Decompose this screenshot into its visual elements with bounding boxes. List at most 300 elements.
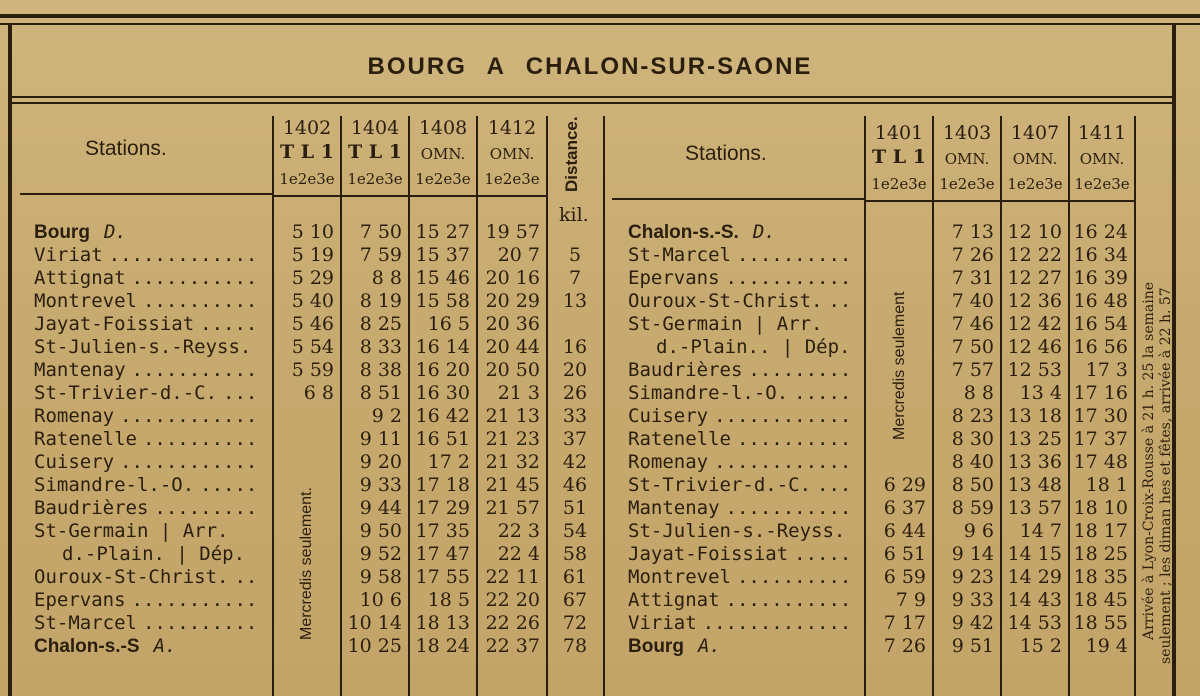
departure-time: 15 46 — [415, 267, 470, 289]
departure-time: 22 3 — [497, 520, 540, 542]
distance-km: 37 — [562, 428, 588, 450]
departure-time: 7 40 — [951, 290, 994, 312]
station-name — [34, 384, 257, 403]
right-wednesday-note: Mercredis seulement — [891, 291, 908, 440]
station-name — [656, 338, 850, 357]
departure-time: 16 34 — [1073, 244, 1128, 266]
departure-time: 16 48 — [1073, 290, 1128, 312]
station-name — [628, 637, 721, 656]
station-name — [628, 315, 822, 334]
station-suffix: A. — [697, 635, 721, 657]
departure-time: 18 17 — [1073, 520, 1128, 542]
station-name — [34, 292, 257, 311]
station-name — [628, 269, 851, 288]
station-label: St-Marcel — [628, 244, 731, 266]
station-label: Romenay — [34, 405, 115, 427]
departure-time: 16 20 — [415, 359, 470, 381]
departure-time: 18 1 — [1085, 474, 1128, 496]
station-label: St-Julien-s.-Reyss. — [628, 520, 846, 542]
distance-unit: kil. — [559, 204, 589, 226]
station-name — [628, 407, 851, 426]
departure-time: 8 30 — [951, 428, 994, 450]
departure-time: 10 14 — [347, 612, 402, 634]
station-label: Ouroux-St-Christ. — [34, 566, 229, 588]
departure-time: 5 59 — [291, 359, 334, 381]
station-name — [628, 453, 851, 472]
distance-km: 58 — [562, 543, 588, 565]
departure-time: 5 19 — [291, 244, 334, 266]
departure-time: 9 50 — [359, 520, 402, 542]
departure-time: 20 44 — [485, 336, 540, 358]
departure-time: 6 59 — [883, 566, 926, 588]
dot-leader: .......... — [736, 428, 852, 450]
train-type: OMN. — [1079, 150, 1125, 168]
train-classes: 1e2e3e — [347, 170, 403, 188]
departure-time: 15 2 — [1019, 635, 1062, 657]
train-number: 1411 — [1077, 122, 1127, 144]
departure-time: 9 20 — [359, 451, 402, 473]
departure-time: 19 4 — [1085, 635, 1128, 657]
station-label: Simandre-l.-O. — [628, 382, 789, 404]
departure-time: 7 9 — [895, 589, 926, 611]
station-label: St-Marcel — [34, 612, 137, 634]
dot-leader: .. — [828, 290, 852, 312]
departure-time: 19 57 — [485, 221, 540, 243]
distance-km: 26 — [562, 382, 588, 404]
station-name — [34, 499, 257, 518]
station-name — [628, 614, 851, 633]
departure-time: 17 3 — [1085, 359, 1128, 381]
departure-time: 20 7 — [497, 244, 540, 266]
dot-leader: .......... — [142, 428, 258, 450]
departure-time: 20 16 — [485, 267, 540, 289]
station-label: Attignat — [628, 589, 720, 611]
departure-time: 18 5 — [427, 589, 470, 611]
station-name — [34, 338, 251, 357]
departure-time: 6 37 — [883, 497, 926, 519]
departure-time: 9 33 — [951, 589, 994, 611]
departure-time: 7 17 — [883, 612, 926, 634]
departure-time: 21 32 — [485, 451, 540, 473]
departure-time: 21 13 — [485, 405, 540, 427]
departure-time: 12 36 — [1007, 290, 1062, 312]
station-name — [628, 568, 851, 587]
departure-time: 5 29 — [291, 267, 334, 289]
left-border — [8, 25, 12, 696]
station-label: St-Julien-s.-Reyss. — [34, 336, 252, 358]
departure-time: 7 13 — [951, 221, 994, 243]
departure-time: 22 26 — [485, 612, 540, 634]
departure-time: 13 25 — [1007, 428, 1062, 450]
dot-leader: ..... — [200, 313, 258, 335]
departure-time: 8 50 — [951, 474, 994, 496]
distance-km: 67 — [562, 589, 588, 611]
departure-time: 22 4 — [497, 543, 540, 565]
station-label: Bourg — [628, 636, 684, 657]
departure-time: 5 46 — [291, 313, 334, 335]
departure-time: 16 30 — [415, 382, 470, 404]
departure-time: 7 59 — [359, 244, 402, 266]
departure-time: 8 38 — [359, 359, 402, 381]
departure-time: 16 14 — [415, 336, 470, 358]
distance-km: 42 — [562, 451, 588, 473]
departure-time: 13 4 — [1019, 382, 1062, 404]
departure-time: 8 19 — [359, 290, 402, 312]
right-train-header-rule — [866, 200, 1134, 202]
departure-time: 15 58 — [415, 290, 470, 312]
title-rule-bottom — [12, 102, 1172, 104]
departure-time: 13 48 — [1007, 474, 1062, 496]
distance-header: Distance. — [562, 116, 581, 192]
station-name — [34, 568, 257, 587]
dot-leader: .......... — [142, 612, 258, 634]
departure-time: 12 46 — [1007, 336, 1062, 358]
station-suffix: D. — [103, 221, 127, 243]
distance-km: 7 — [568, 267, 582, 289]
distance-km: 72 — [562, 612, 588, 634]
departure-time: 17 37 — [1073, 428, 1128, 450]
station-label: Cuisery — [628, 405, 709, 427]
station-label: Epervans — [628, 267, 720, 289]
side-note-arrival: Arrivée à Lyon-Croix-Rousse à 21 h. 25 la semaine — [1141, 281, 1157, 640]
departure-time: 16 5 — [427, 313, 470, 335]
station-name — [34, 269, 257, 288]
station-label: Mantenay — [628, 497, 720, 519]
station-label: St-Trivier-d.-C. — [34, 382, 218, 404]
departure-time: 17 30 — [1073, 405, 1128, 427]
dot-leader: ............ — [714, 451, 852, 473]
departure-time: 17 55 — [415, 566, 470, 588]
departure-time: 8 23 — [951, 405, 994, 427]
left-col-sep — [272, 116, 274, 696]
station-label: Simandre-l.-O. — [34, 474, 195, 496]
dot-leader: ........... — [725, 267, 852, 289]
station-name — [34, 591, 257, 610]
dot-leader: ........... — [131, 359, 258, 381]
departure-time: 14 29 — [1007, 566, 1062, 588]
departure-time: 10 6 — [359, 589, 402, 611]
departure-time: 17 29 — [415, 497, 470, 519]
departure-time: 9 14 — [951, 543, 994, 565]
station-name — [34, 223, 127, 242]
dot-leader: .. — [234, 566, 258, 588]
train-number: 1402 — [282, 117, 332, 139]
dot-leader: ..... — [200, 474, 258, 496]
dot-leader: ........... — [131, 267, 258, 289]
departure-time: 21 45 — [485, 474, 540, 496]
departure-time: 17 48 — [1073, 451, 1128, 473]
station-label: Ratenelle — [628, 428, 731, 450]
dot-leader: ......... — [154, 497, 258, 519]
left-stations-header: Stations. — [85, 137, 167, 160]
departure-time: 5 40 — [291, 290, 334, 312]
left-header-rule — [20, 193, 272, 195]
departure-time: 5 54 — [291, 336, 334, 358]
station-label: Baudrières — [628, 359, 743, 381]
dot-leader: ........... — [131, 589, 258, 611]
top-border-thick — [0, 14, 1200, 18]
dot-leader: ......... — [748, 359, 852, 381]
departure-time: 18 45 — [1073, 589, 1128, 611]
station-name — [34, 430, 257, 449]
train-classes: 1e2e3e — [1007, 175, 1063, 193]
departure-time: 9 23 — [951, 566, 994, 588]
station-label: d.-Plain.. | Dép. — [656, 336, 851, 358]
distance-km: 13 — [562, 290, 588, 312]
station-label: Epervans — [34, 589, 126, 611]
station-name — [628, 499, 851, 518]
train-number: 1401 — [874, 122, 924, 144]
departure-time: 17 35 — [415, 520, 470, 542]
departure-time: 6 29 — [883, 474, 926, 496]
departure-time: 6 51 — [883, 543, 926, 565]
departure-time: 17 16 — [1073, 382, 1128, 404]
train-number: 1403 — [942, 122, 992, 144]
departure-time: 17 2 — [427, 451, 470, 473]
dot-leader: ..... — [794, 382, 852, 404]
departure-time: 7 50 — [951, 336, 994, 358]
station-name — [34, 315, 257, 334]
train-number: 1404 — [350, 117, 400, 139]
station-name — [628, 591, 851, 610]
departure-time: 21 3 — [497, 382, 540, 404]
dot-leader: ............ — [714, 405, 852, 427]
departure-time: 6 44 — [883, 520, 926, 542]
dot-leader: ............. — [702, 612, 852, 634]
departure-time: 16 56 — [1073, 336, 1128, 358]
departure-time: 10 25 — [347, 635, 402, 657]
departure-time: 8 8 — [371, 267, 402, 289]
departure-time: 9 2 — [371, 405, 402, 427]
departure-time: 7 57 — [951, 359, 994, 381]
distance-km: 5 — [568, 244, 582, 266]
train-classes: 1e2e3e — [871, 175, 927, 193]
departure-time: 7 50 — [359, 221, 402, 243]
station-name — [628, 430, 851, 449]
departure-time: 16 24 — [1073, 221, 1128, 243]
dot-leader: .......... — [142, 290, 258, 312]
distance-km: 54 — [562, 520, 588, 542]
station-name — [34, 614, 257, 633]
station-label: Romenay — [628, 451, 709, 473]
distance-km: 61 — [562, 566, 588, 588]
departure-time: 8 25 — [359, 313, 402, 335]
page-title: BOURG A CHALON-SUR-SAONE — [367, 53, 813, 80]
station-label: Montrevel — [628, 566, 731, 588]
departure-time: 22 11 — [485, 566, 540, 588]
departure-time: 15 37 — [415, 244, 470, 266]
dot-leader: ............. — [108, 244, 258, 266]
distance-km: 46 — [562, 474, 588, 496]
station-name — [628, 361, 851, 380]
departure-time: 12 27 — [1007, 267, 1062, 289]
departure-time: 8 51 — [359, 382, 402, 404]
departure-time: 18 13 — [415, 612, 470, 634]
station-label: Jayat-Foissiat — [34, 313, 195, 335]
left-wednesday-note: Mercredis seulement. — [298, 487, 315, 640]
dot-leader: ........... — [725, 589, 852, 611]
station-label: Attignat — [34, 267, 126, 289]
dot-leader: ............ — [120, 451, 258, 473]
station-label: Montrevel — [34, 290, 137, 312]
distance-km: 78 — [562, 635, 588, 657]
train-type: T L 1 — [348, 141, 402, 163]
dot-leader: .......... — [736, 566, 852, 588]
station-label: Baudrières — [34, 497, 149, 519]
train-type: OMN. — [1012, 150, 1058, 168]
train-classes: 1e2e3e — [415, 170, 471, 188]
departure-time: 13 18 — [1007, 405, 1062, 427]
train-classes: 1e2e3e — [939, 175, 995, 193]
station-name — [628, 292, 851, 311]
station-label: Chalon-s.-S. — [628, 222, 739, 243]
station-label: Viriat — [34, 244, 103, 266]
station-label: Bourg — [34, 222, 90, 243]
departure-time: 20 50 — [485, 359, 540, 381]
station-name — [628, 522, 845, 541]
departure-time: 16 39 — [1073, 267, 1128, 289]
departure-time: 15 27 — [415, 221, 470, 243]
distance-km: 20 — [562, 359, 588, 381]
dot-leader: .......... — [736, 244, 852, 266]
departure-time: 7 31 — [951, 267, 994, 289]
departure-time: 20 29 — [485, 290, 540, 312]
departure-time: 18 24 — [415, 635, 470, 657]
departure-time: 13 36 — [1007, 451, 1062, 473]
right-header-rule — [612, 198, 864, 200]
station-label: Ouroux-St-Christ. — [628, 290, 823, 312]
station-name — [34, 246, 257, 265]
train-number: 1412 — [487, 117, 537, 139]
station-label: Jayat-Foissiat — [628, 543, 789, 565]
station-suffix: A. — [153, 635, 177, 657]
departure-time: 21 23 — [485, 428, 540, 450]
departure-time: 9 52 — [359, 543, 402, 565]
title-rule-top — [12, 96, 1172, 98]
station-name — [628, 246, 851, 265]
top-border-thin — [0, 23, 1200, 25]
left-train-header-rule — [274, 195, 546, 197]
station-label: Viriat — [628, 612, 697, 634]
departure-time: 17 47 — [415, 543, 470, 565]
departure-time: 8 59 — [951, 497, 994, 519]
departure-time: 9 6 — [963, 520, 994, 542]
departure-time: 7 26 — [883, 635, 926, 657]
departure-time: 9 58 — [359, 566, 402, 588]
departure-time: 22 20 — [485, 589, 540, 611]
train-number: 1407 — [1010, 122, 1060, 144]
station-name — [62, 545, 245, 564]
departure-time: 16 51 — [415, 428, 470, 450]
departure-time: 14 43 — [1007, 589, 1062, 611]
dot-leader: ............ — [120, 405, 258, 427]
departure-time: 16 42 — [415, 405, 470, 427]
departure-time: 18 35 — [1073, 566, 1128, 588]
train-type: OMN. — [420, 145, 466, 163]
distance-km: 16 — [562, 336, 588, 358]
departure-time: 7 26 — [951, 244, 994, 266]
departure-time: 14 53 — [1007, 612, 1062, 634]
departure-time: 18 25 — [1073, 543, 1128, 565]
station-name — [34, 453, 257, 472]
dot-leader: ... — [223, 382, 258, 404]
departure-time: 20 36 — [485, 313, 540, 335]
train-type: T L 1 — [872, 146, 926, 168]
departure-time: 22 37 — [485, 635, 540, 657]
dot-leader: ........... — [725, 497, 852, 519]
departure-time: 12 22 — [1007, 244, 1062, 266]
departure-time: 12 42 — [1007, 313, 1062, 335]
distance-km: 33 — [562, 405, 588, 427]
station-label: Mantenay — [34, 359, 126, 381]
departure-time: 9 11 — [359, 428, 402, 450]
station-name — [34, 476, 257, 495]
departure-time: 18 10 — [1073, 497, 1128, 519]
departure-time: 14 15 — [1007, 543, 1062, 565]
right-col-sep — [1134, 116, 1136, 696]
station-label: St-Germain | Arr. — [34, 520, 229, 542]
departure-time: 7 46 — [951, 313, 994, 335]
train-number: 1408 — [418, 117, 468, 139]
departure-time: 6 8 — [303, 382, 334, 404]
departure-time: 9 51 — [951, 635, 994, 657]
station-label: Chalon-s.-S — [34, 636, 140, 657]
departure-time: 21 57 — [485, 497, 540, 519]
dot-leader: ..... — [794, 543, 852, 565]
departure-time: 18 55 — [1073, 612, 1128, 634]
departure-time: 8 33 — [359, 336, 402, 358]
departure-time: 12 53 — [1007, 359, 1062, 381]
dot-leader: ... — [817, 474, 852, 496]
departure-time: 9 33 — [359, 474, 402, 496]
station-label: Cuisery — [34, 451, 115, 473]
station-label: Ratenelle — [34, 428, 137, 450]
station-name — [34, 361, 257, 380]
right-stations-header: Stations. — [685, 142, 767, 165]
train-classes: 1e2e3e — [1074, 175, 1130, 193]
train-type: OMN. — [944, 150, 990, 168]
station-suffix: D. — [752, 221, 776, 243]
station-name — [628, 223, 776, 242]
train-classes: 1e2e3e — [279, 170, 335, 188]
departure-time: 14 7 — [1019, 520, 1062, 542]
station-name — [628, 384, 851, 403]
departure-time: 8 8 — [963, 382, 994, 404]
station-name — [34, 637, 176, 656]
departure-time: 12 10 — [1007, 221, 1062, 243]
station-name — [34, 407, 257, 426]
station-name — [628, 545, 851, 564]
left-col-sep — [476, 116, 478, 696]
departure-time: 13 57 — [1007, 497, 1062, 519]
departure-time: 17 18 — [415, 474, 470, 496]
departure-time: 16 54 — [1073, 313, 1128, 335]
departure-time: 9 42 — [951, 612, 994, 634]
station-label: St-Trivier-d.-C. — [628, 474, 812, 496]
station-label: St-Germain | Arr. — [628, 313, 823, 335]
station-label: d.-Plain. | Dép. — [62, 543, 246, 565]
departure-time: 9 44 — [359, 497, 402, 519]
station-name — [34, 522, 228, 541]
train-classes: 1e2e3e — [484, 170, 540, 188]
station-name — [628, 476, 851, 495]
train-type: T L 1 — [280, 141, 334, 163]
train-type: OMN. — [489, 145, 535, 163]
distance-km: 51 — [562, 497, 588, 519]
departure-time: 8 40 — [951, 451, 994, 473]
side-note-holidays: seulement ; les diman hes et fêtes, arrivée à 22 h. 57 — [1158, 287, 1174, 664]
departure-time: 5 10 — [291, 221, 334, 243]
